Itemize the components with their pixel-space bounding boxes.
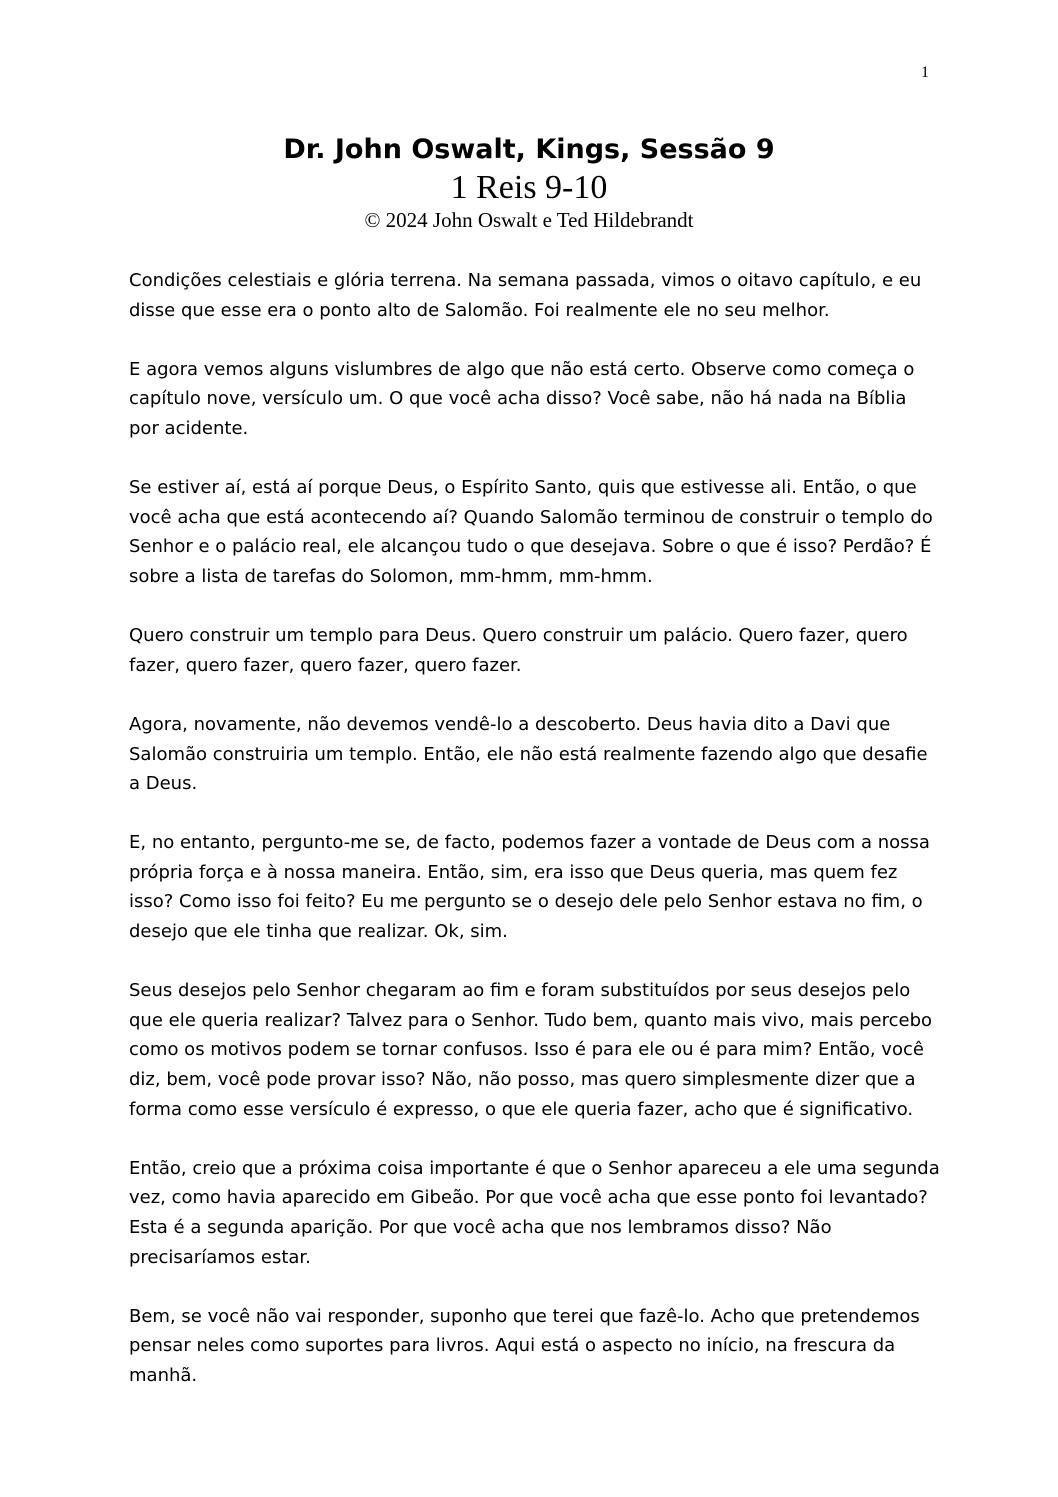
paragraph: Se estiver aí, está aí porque Deus, o Espírito Santo, quis que estivesse ali. Então, o que você acha que está acontecendo aí? Quando Salomão terminou de construir o templo do Senhor e o palácio real, ele alcançou tudo o que desejava. Sobre o que é isso? Perdão? É sobre a lista de tarefas do Solomon, mm-hmm, mm-hmm. (129, 477, 933, 587)
page-number: 1 (921, 64, 929, 81)
paragraph: Quero construir um templo para Deus. Quero construir um palácio. Quero fazer, quero fazer, quero fazer, quero fazer, quero fazer. (129, 625, 908, 676)
document-header (0, 131, 1058, 233)
paragraph: Bem, se você não vai responder, suponho que terei que fazê-lo. Acho que pretendemos pensar neles como suportes para livros. Aqui está o aspecto no início, na frescura da manhã. (129, 1305, 920, 1386)
document-subtitle: 1 Reis 9-10 (450, 169, 608, 206)
paragraph: Agora, novamente, não devemos vendê-lo a descoberto. Deus havia dito a Davi que Salomão construiria um templo. Então, ele não está realmente fazendo algo que desafie a Deus. (129, 713, 928, 795)
paragraph: Seus desejos pelo Senhor chegaram ao fim e foram substituídos por seus desejos pelo que ele queria realizar? Talvez para o Senhor. Tudo bem, quanto mais vivo, mais percebo como os motivos podem se tornar confusos. Isso é para ele ou é para mim? Então, você diz, bem, você pode provar isso? Não, não posso, mas quero simplesmente dizer que a forma como esse versículo é expresso, o que ele queria fazer, acho que é significativo. (129, 980, 933, 1120)
paragraph: E agora vemos alguns vislumbres de algo que não está certo. Observe como começa o capítulo nove, versículo um. O que você acha disso? Você sabe, não há nada na Bíblia por acidente. (129, 358, 915, 439)
document-title: Dr. John Oswalt, Kings, Sessão 9 (283, 134, 775, 165)
paragraph: Então, creio que a próxima coisa importante é que o Senhor apareceu a ele uma segunda vez, como havia aparecido em Gibeão. Por que você acha que esse ponto foi levantado? Esta é a segunda aparição. Por que você acha que nos lembramos disso? Não precisaríamos estar. (129, 1157, 940, 1268)
paragraph: Condições celestiais e glória terrena. Na semana passada, vimos o oitavo capítulo, e eu disse que esse era o ponto alto de Salomão. Foi realmente ele no seu melhor. (129, 270, 922, 321)
copyright-line: © 2024 John Oswalt e Ted Hildebrandt (364, 208, 694, 232)
paragraph: E, no entanto, pergunto-me se, de facto, podemos fazer a vontade de Deus com a nossa própria força e à nossa maneira. Então, sim, era isso que Deus queria, mas quem fez isso? Como isso foi feito? Eu me pergunto se o desejo dele pelo Senhor estava no fim, o desejo que ele tinha que realizar. Ok, sim. (129, 832, 930, 943)
document-body (129, 266, 941, 1420)
